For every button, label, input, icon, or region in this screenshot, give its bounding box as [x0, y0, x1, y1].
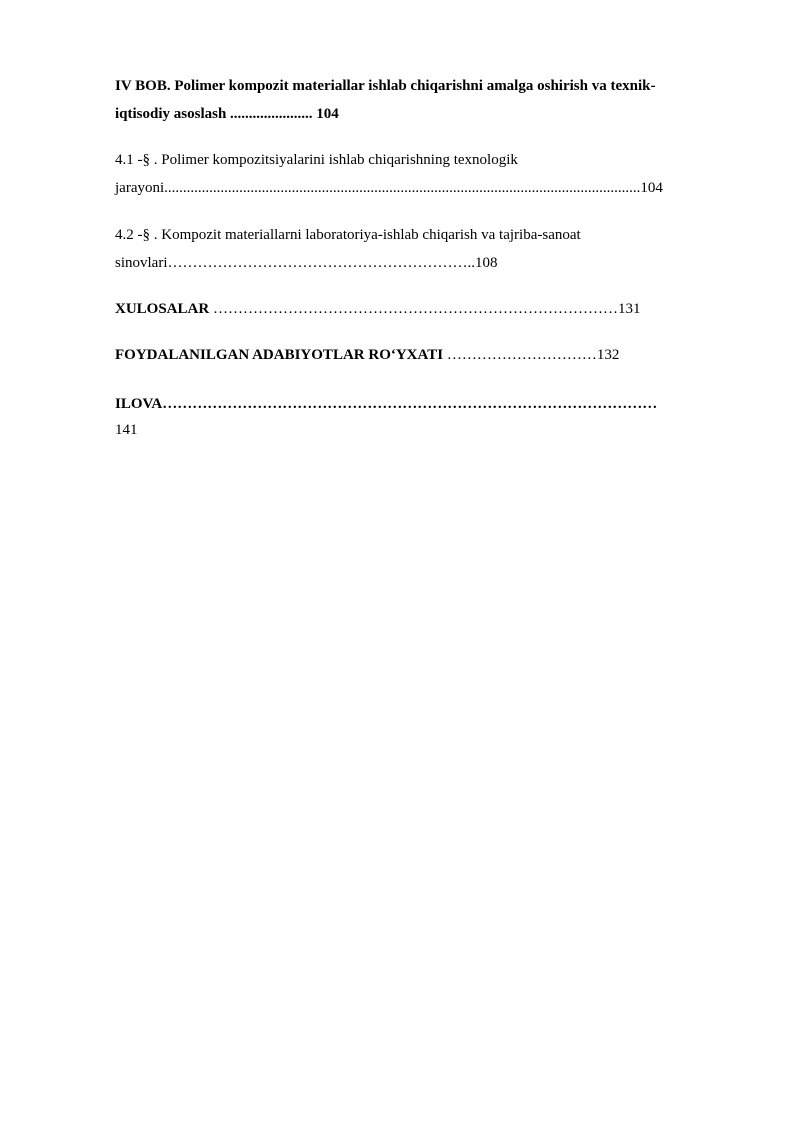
toc-conclusions-page-number: 131	[617, 301, 641, 317]
toc-conclusions-leader-dots: ………………………………………………………………………	[209, 301, 618, 317]
toc-section42-line1-text: 4.2 -§ . Kompozit materiallarni laboratoriya-ishlab chiqarish va tajriba-sanoat	[115, 227, 581, 243]
toc-conclusions[interactable]	[115, 299, 640, 319]
toc-section42-page-number: 108	[475, 255, 498, 271]
toc-section41-line1[interactable]	[115, 150, 518, 170]
toc-appendix-leader-dots: ………………………………………………………………………………………	[162, 396, 658, 412]
toc-appendix-page-number: 141	[115, 422, 138, 438]
toc-section41-line1-text: 4.1 -§ . Polimer kompozitsiyalarini ishlab chiqarishning texnologik	[115, 152, 518, 168]
toc-chapter4-line1-text: IV BOB. Polimer kompozit materiallar ishlab chiqarishni amalga oshirish va texnik-	[115, 78, 656, 94]
toc-section42-line2-text: sinovlari	[115, 255, 168, 271]
toc-section42-line1[interactable]	[115, 225, 581, 245]
toc-references[interactable]	[115, 345, 619, 365]
toc-conclusions-title: XULOSALAR	[115, 301, 210, 317]
toc-appendix-line1[interactable]	[115, 394, 657, 414]
toc-section42-line2[interactable]	[115, 253, 498, 273]
toc-section41-page-number: 104	[640, 180, 663, 196]
toc-appendix-line2[interactable]	[115, 420, 138, 440]
toc-references-title: FOYDALANILGAN ADABIYOTLAR RO‘YXATI	[115, 347, 444, 363]
toc-chapter4-leader-dots: ......................	[226, 106, 313, 122]
toc-chapter4-title-line1[interactable]	[115, 76, 655, 96]
toc-section41-line2-text: jarayoni	[115, 180, 165, 196]
toc-section41-line2[interactable]	[115, 178, 663, 198]
toc-references-page-number: 132	[596, 347, 620, 363]
toc-appendix-title: ILOVA	[115, 396, 163, 412]
toc-references-leader-dots: …………………………	[443, 347, 597, 363]
toc-chapter4-line2-text: iqtisodiy asoslash	[115, 106, 227, 122]
toc-chapter4-title-line2[interactable]	[115, 104, 339, 124]
toc-chapter4-page-number: 104	[312, 106, 339, 122]
toc-section41-leader-dots: ...............................................................................................................................	[164, 180, 641, 196]
toc-section42-leader-dots: ……………………………………………………..	[167, 255, 475, 271]
